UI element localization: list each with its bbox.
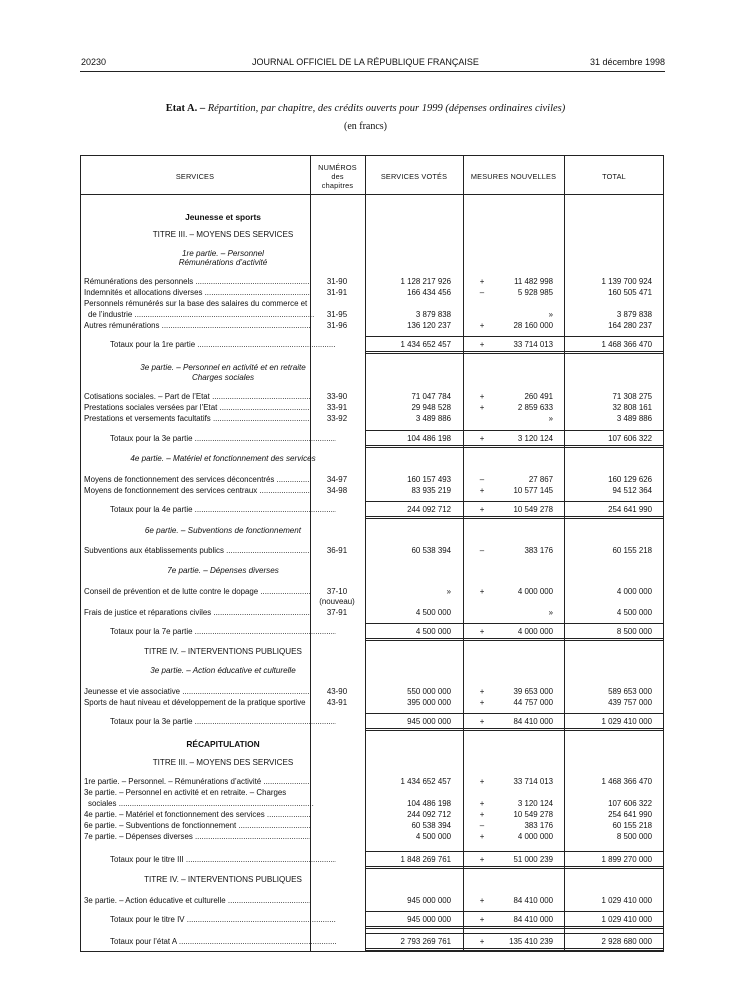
- table-row: [80, 339, 664, 350]
- row-label: Autres rémunérations .....: [84, 320, 310, 331]
- services-votes-value: 4 500 000: [415, 608, 451, 617]
- table-row: [80, 298, 664, 309]
- row-label: Totaux pour la 4e partie .....: [110, 504, 336, 515]
- table-row: [80, 809, 664, 820]
- table-row: [80, 686, 664, 697]
- column-header-numeros: [310, 163, 365, 190]
- services-votes-value: 945 000 000: [407, 915, 451, 924]
- table-row: [80, 402, 664, 413]
- mesures-nouvelles-value: 33 714 013: [513, 340, 553, 349]
- chapter-number: 37-10: [326, 587, 348, 596]
- section-heading: TITRE III. – MOYENS DES SERVICES: [152, 758, 294, 767]
- total-value: 254 641 990: [608, 505, 652, 514]
- services-votes-value: »: [446, 587, 451, 596]
- row-label: Totaux pour la 7e partie .....: [110, 626, 336, 637]
- mesures-sign: +: [479, 698, 485, 707]
- services-votes-value: 244 092 712: [407, 810, 451, 819]
- total-value: 60 155 218: [612, 821, 652, 830]
- column-header-rule: [80, 194, 664, 195]
- row-label: Totaux pour la 3e partie .....: [110, 716, 336, 727]
- table-row: [80, 936, 664, 947]
- services-votes-value: 1 434 652 457: [400, 777, 451, 786]
- total-value: 60 155 218: [612, 546, 652, 555]
- total-value: 1 468 366 470: [601, 777, 652, 786]
- chapter-number: 36-91: [326, 546, 348, 555]
- total-value: 1 029 410 000: [601, 896, 652, 905]
- chapter-number: 34-97: [326, 475, 348, 484]
- section-heading: RÉCAPITULATION: [186, 739, 260, 749]
- mesures-nouvelles-value: 260 491: [524, 392, 553, 401]
- total-value: 32 808 161: [612, 403, 652, 412]
- total-value: 3 879 838: [616, 310, 652, 319]
- total-rule: [365, 713, 664, 715]
- chapter-number: (nouveau): [319, 597, 355, 606]
- services-votes-value: 1 128 217 926: [400, 277, 451, 286]
- row-label: Prestations et versements facultatifs .....: [84, 413, 310, 424]
- mesures-nouvelles-value: 27 867: [528, 475, 553, 484]
- row-label: 3e partie. – Personnel en activité et en retraite. – Charges: [84, 788, 287, 797]
- mesures-nouvelles-value: 11 482 998: [514, 277, 553, 286]
- section-heading: Charges sociales: [191, 373, 255, 382]
- row-label: 6e partie. – Subventions de fonctionnement .....: [84, 820, 310, 831]
- chapter-number: 31-96: [326, 321, 348, 330]
- row-label: Conseil de prévention et de lutte contre le dopage .....: [84, 586, 310, 597]
- column-header-numeros-line3: chapitres: [321, 181, 354, 190]
- table-row: [80, 607, 664, 618]
- total-value: 439 757 000: [608, 698, 652, 707]
- row-label: Sports de haut niveau et développement de la pratique sportive: [84, 698, 306, 707]
- row-label: Personnels rémunérés sur la base des salaires du commerce et: [84, 299, 308, 308]
- chapter-number: 31-90: [326, 277, 348, 286]
- table-row: [80, 787, 664, 798]
- chapter-number: 33-91: [326, 403, 348, 412]
- total-value: 94 512 364: [612, 486, 652, 495]
- services-votes-value: 395 000 000: [407, 698, 451, 707]
- mesures-sign: +: [479, 810, 485, 819]
- row-label: 3e partie. – Action éducative et culturelle .....: [84, 895, 310, 906]
- chapter-number: 37-91: [326, 608, 348, 617]
- total-value: 8 500 000: [616, 832, 652, 841]
- total-value: 1 139 700 924: [601, 277, 652, 286]
- total-value: 107 606 322: [608, 799, 652, 808]
- table-row: [80, 831, 664, 842]
- table-row: [80, 798, 664, 809]
- table-row: [80, 626, 664, 637]
- table-row: [80, 596, 664, 607]
- mesures-sign: +: [479, 434, 485, 443]
- row-label: Moyens de fonctionnement des services déconcentrés .....: [84, 474, 310, 485]
- chapter-number: 43-91: [326, 698, 348, 707]
- row-label: 7e partie. – Dépenses diverses .....: [84, 831, 310, 842]
- total-value: 160 129 626: [608, 475, 652, 484]
- mesures-nouvelles-value: »: [548, 310, 553, 319]
- mesures-nouvelles-value: 4 000 000: [517, 587, 553, 596]
- total-rule: [365, 851, 664, 853]
- mesures-nouvelles-value: 39 653 000: [513, 687, 553, 696]
- services-votes-value: 2 793 269 761: [400, 937, 451, 946]
- mesures-nouvelles-value: »: [548, 414, 553, 423]
- column-header-mesures: MESURES NOUVELLES: [470, 172, 557, 181]
- chapter-number: 31-91: [326, 288, 348, 297]
- mesures-sign: +: [479, 717, 485, 726]
- mesures-sign: +: [479, 340, 485, 349]
- column-header-services: SERVICES: [175, 172, 215, 181]
- mesures-nouvelles-value: 33 714 013: [513, 777, 553, 786]
- column-header-total: TOTAL: [602, 172, 626, 181]
- total-value: 1 029 410 000: [601, 717, 652, 726]
- row-label: Totaux pour le titre III .....: [110, 854, 336, 865]
- total-value: 2 928 680 000: [601, 937, 652, 946]
- mesures-sign: +: [479, 277, 485, 286]
- title-text: Répartition, par chapitre, des crédits ouverts pour 1999 (dépenses ordinaires civiles): [207, 103, 566, 114]
- section-heading: 3e partie. – Personnel en activité et en retraite: [140, 363, 306, 372]
- row-label: 4e partie. – Matériel et fonctionnement des services .....: [84, 809, 310, 820]
- chapter-number: 34-98: [326, 486, 348, 495]
- chapter-number: 31-95: [326, 310, 348, 319]
- mesures-nouvelles-value: 135 410 239: [509, 937, 553, 946]
- services-votes-value: 3 489 886: [415, 414, 451, 423]
- chapter-number: 33-90: [326, 392, 348, 401]
- mesures-sign: –: [479, 288, 485, 297]
- table-row: [80, 287, 664, 298]
- row-label: Jeunesse et vie associative .....: [84, 686, 310, 697]
- mesures-nouvelles-value: 2 859 633: [517, 403, 553, 412]
- table-row: [80, 309, 664, 320]
- row-label: Indemnités et allocations diverses .....: [84, 287, 310, 298]
- mesures-sign: +: [479, 777, 485, 786]
- column-header-votes: SERVICES VOTÉS: [380, 172, 448, 181]
- table-row: [80, 914, 664, 925]
- table-row: [80, 320, 664, 331]
- table-row: [80, 433, 664, 444]
- mesures-nouvelles-value: 84 410 000: [513, 896, 553, 905]
- services-votes-value: 550 000 000: [407, 687, 451, 696]
- mesures-nouvelles-value: 4 000 000: [517, 627, 553, 636]
- table-row: [80, 391, 664, 402]
- total-rule: [365, 933, 664, 935]
- issue-date: 31 décembre 1998: [589, 57, 665, 67]
- table-row: [80, 776, 664, 787]
- mesures-nouvelles-value: 383 176: [524, 546, 553, 555]
- total-rule: [365, 447, 664, 449]
- section-heading: TITRE III. – MOYENS DES SERVICES: [152, 230, 294, 239]
- mesures-nouvelles-value: 3 120 124: [517, 434, 553, 443]
- mesures-sign: +: [479, 321, 485, 330]
- page-number: 20230: [81, 57, 107, 67]
- mesures-nouvelles-value: »: [548, 608, 553, 617]
- total-value: 107 606 322: [608, 434, 652, 443]
- total-rule: [365, 623, 664, 625]
- total-value: 3 489 886: [616, 414, 652, 423]
- total-rule: [365, 950, 664, 952]
- mesures-sign: +: [479, 403, 485, 412]
- table-row: [80, 413, 664, 424]
- row-label: Totaux pour le titre IV .....: [110, 914, 336, 925]
- section-heading: Rémunérations d’activité: [178, 258, 268, 267]
- row-label: Totaux pour la 3e partie .....: [110, 433, 336, 444]
- total-value: 4 500 000: [616, 608, 652, 617]
- document-title: [0, 103, 731, 114]
- mesures-nouvelles-value: 10 577 145: [513, 486, 553, 495]
- mesures-nouvelles-value: 28 160 000: [513, 321, 553, 330]
- table-row: [80, 895, 664, 906]
- total-rule: [365, 730, 664, 732]
- journal-title: JOURNAL OFFICIEL DE LA RÉPUBLIQUE FRANÇAISE: [252, 57, 479, 67]
- total-rule: [365, 868, 664, 870]
- total-value: 254 641 990: [608, 810, 652, 819]
- services-votes-value: 104 486 198: [407, 434, 451, 443]
- total-value: 1 468 366 470: [601, 340, 652, 349]
- services-votes-value: 136 120 237: [407, 321, 451, 330]
- row-label: Totaux pour la 1re partie .....: [110, 339, 336, 350]
- mesures-nouvelles-value: 10 549 278: [513, 505, 553, 514]
- mesures-nouvelles-value: 84 410 000: [513, 717, 553, 726]
- mesures-sign: +: [479, 937, 485, 946]
- table-row: [80, 697, 664, 708]
- row-label: Cotisations sociales. – Part de l’Etat .....: [84, 391, 310, 402]
- services-votes-value: 244 092 712: [407, 505, 451, 514]
- services-votes-value: 3 879 838: [415, 310, 451, 319]
- services-votes-value: 104 486 198: [407, 799, 451, 808]
- section-heading: 7e partie. – Dépenses diverses: [167, 566, 279, 575]
- services-votes-value: 945 000 000: [407, 717, 451, 726]
- total-value: 589 653 000: [608, 687, 652, 696]
- services-votes-value: 71 047 784: [411, 392, 451, 401]
- mesures-sign: +: [479, 486, 485, 495]
- section-heading: 4e partie. – Matériel et fonctionnement des services: [130, 454, 316, 463]
- table-row: [80, 485, 664, 496]
- row-label: Frais de justice et réparations civiles .....: [84, 607, 310, 618]
- total-rule: [365, 501, 664, 503]
- total-rule: [365, 928, 664, 930]
- mesures-sign: –: [479, 546, 485, 555]
- section-heading: 3e partie. – Action éducative et culturelle: [150, 666, 296, 675]
- services-votes-value: 166 434 456: [407, 288, 451, 297]
- row-label: Moyens de fonctionnement des services centraux .....: [84, 485, 310, 496]
- column-header-numeros-line2: des: [331, 172, 344, 181]
- mesures-nouvelles-value: 51 000 239: [513, 855, 553, 864]
- total-rule: [365, 353, 664, 355]
- total-value: 8 500 000: [616, 627, 652, 636]
- mesures-nouvelles-value: 84 410 000: [513, 915, 553, 924]
- services-votes-value: 4 500 000: [415, 627, 451, 636]
- mesures-nouvelles-value: 383 176: [524, 821, 553, 830]
- row-label: Rémunérations des personnels .....: [84, 276, 310, 287]
- mesures-nouvelles-value: 44 757 000: [513, 698, 553, 707]
- services-votes-value: 29 948 528: [411, 403, 451, 412]
- row-label: Subventions aux établissements publics .....: [84, 545, 310, 556]
- mesures-nouvelles-value: 5 928 985: [517, 288, 553, 297]
- total-value: 4 000 000: [616, 587, 652, 596]
- mesures-sign: +: [479, 687, 485, 696]
- row-label: 1re partie. – Personnel. – Rémunérations d’activité .....: [84, 776, 310, 787]
- row-label: Totaux pour l’état A .....: [110, 936, 336, 947]
- services-votes-value: 1 848 269 761: [400, 855, 451, 864]
- row-label: de l’industrie .....: [88, 309, 314, 320]
- section-heading: 1re partie. – Personnel: [182, 249, 264, 258]
- total-value: 164 280 237: [608, 321, 652, 330]
- services-votes-value: 945 000 000: [407, 896, 451, 905]
- table-row: [80, 854, 664, 865]
- section-heading: TITRE IV. – INTERVENTIONS PUBLIQUES: [144, 647, 302, 656]
- table-row: [80, 820, 664, 831]
- mesures-sign: +: [479, 587, 485, 596]
- table-row: [80, 474, 664, 485]
- mesures-sign: +: [479, 896, 485, 905]
- services-votes-value: 4 500 000: [415, 832, 451, 841]
- mesures-sign: –: [479, 475, 485, 484]
- row-label: Prestations sociales versées par l’Etat .....: [84, 402, 310, 413]
- services-votes-value: 83 935 219: [411, 486, 451, 495]
- column-header-numeros-line1: NUMÉROS: [318, 163, 357, 172]
- mesures-sign: +: [479, 832, 485, 841]
- mesures-nouvelles-value: 3 120 124: [517, 799, 553, 808]
- total-value: 71 308 275: [612, 392, 652, 401]
- total-value: 160 505 471: [608, 288, 652, 297]
- total-rule: [365, 518, 664, 520]
- mesures-sign: +: [479, 799, 485, 808]
- services-votes-value: 1 434 652 457: [400, 340, 451, 349]
- table-row: [80, 504, 664, 515]
- mesures-sign: +: [479, 855, 485, 864]
- mesures-sign: +: [479, 505, 485, 514]
- table-row: [80, 716, 664, 727]
- row-label: sociales .....: [88, 798, 314, 809]
- table-row: [80, 276, 664, 287]
- unit-note: (en francs): [343, 121, 388, 132]
- total-value: 1 899 270 000: [601, 855, 652, 864]
- mesures-sign: +: [479, 915, 485, 924]
- mesures-sign: +: [479, 627, 485, 636]
- total-rule: [365, 911, 664, 913]
- services-votes-value: 60 538 394: [411, 546, 451, 555]
- chapter-number: 33-92: [326, 414, 348, 423]
- mesures-nouvelles-value: 10 549 278: [513, 810, 553, 819]
- section-heading: 6e partie. – Subventions de fonctionnement: [144, 526, 302, 535]
- header-rule: [80, 71, 665, 72]
- mesures-sign: –: [479, 821, 485, 830]
- total-rule: [365, 336, 664, 338]
- table-row: [80, 545, 664, 556]
- total-value: 1 029 410 000: [601, 915, 652, 924]
- mesures-sign: +: [479, 392, 485, 401]
- services-votes-value: 160 157 493: [407, 475, 451, 484]
- section-heading: TITRE IV. – INTERVENTIONS PUBLIQUES: [144, 875, 302, 884]
- chapter-number: 43-90: [326, 687, 348, 696]
- section-heading: Jeunesse et sports: [185, 212, 261, 222]
- mesures-nouvelles-value: 4 000 000: [517, 832, 553, 841]
- services-votes-value: 60 538 394: [411, 821, 451, 830]
- title-label: Etat A. –: [165, 103, 206, 114]
- total-rule: [365, 640, 664, 642]
- total-rule: [365, 430, 664, 432]
